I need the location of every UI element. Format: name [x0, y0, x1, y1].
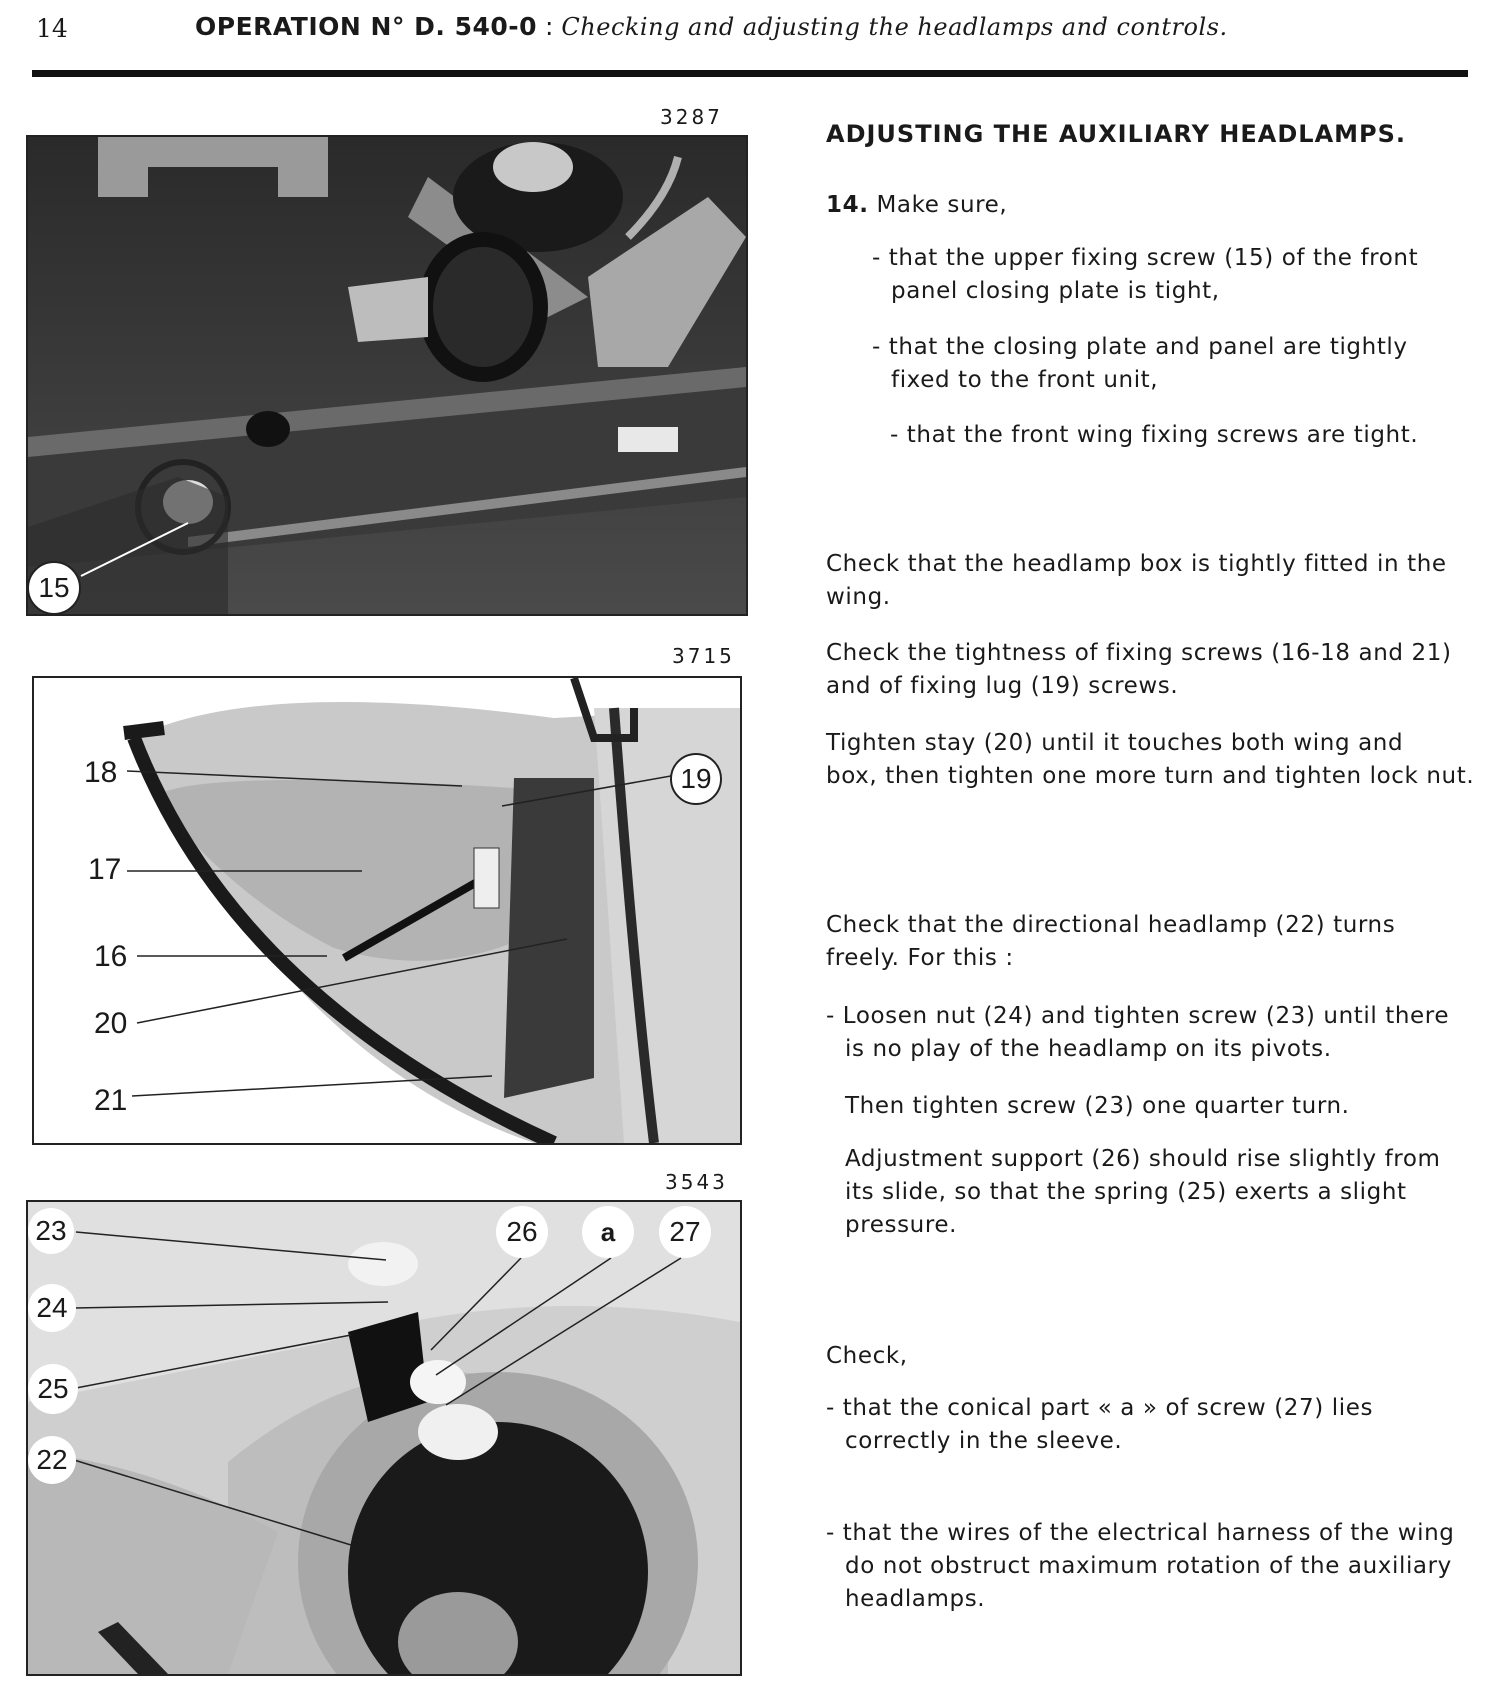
- text-line: wing.: [826, 584, 891, 610]
- text-line: - that the wires of the electrical harness of the wing: [826, 1520, 1455, 1546]
- bullet-closing-plate: [872, 331, 1408, 397]
- header-separator: :: [537, 12, 562, 41]
- text-line: do not obstruct maximum rotation of the auxiliary: [845, 1553, 1452, 1579]
- text-line: headlamps.: [845, 1586, 986, 1612]
- header-rule: [32, 70, 1468, 77]
- text-line: Adjustment support (26) should rise slightly from: [845, 1146, 1441, 1172]
- callout-16: 16: [94, 940, 128, 973]
- text-line: pressure.: [845, 1212, 958, 1238]
- text-line: Check that the headlamp box is tightly fitted in the: [826, 551, 1447, 577]
- text-line: correctly in the sleeve.: [845, 1428, 1123, 1454]
- text-line: Check that the directional headlamp (22) turns: [826, 912, 1396, 938]
- text-line: and of fixing lug (19) screws.: [826, 673, 1179, 699]
- figure-3-leaders: [26, 1200, 738, 1672]
- bullet-conical-part: [826, 1392, 1373, 1458]
- section-title: ADJUSTING THE AUXILIARY HEADLAMPS.: [826, 120, 1407, 148]
- callout-21: 21: [94, 1084, 128, 1117]
- text-line: is no play of the headlamp on its pivots.: [845, 1036, 1332, 1062]
- text-line: - that the front wing fixing screws are tight.: [890, 422, 1419, 448]
- callout-25: 25: [28, 1364, 78, 1414]
- text-line: - that the upper fixing screw (15) of the front: [872, 245, 1419, 271]
- text-line: - Loosen nut (24) and tighten screw (23) until there: [826, 1003, 1450, 1029]
- figure-2-leaders: [32, 676, 738, 1141]
- step-number: 14.: [826, 192, 869, 218]
- text-line: freely. For this :: [826, 945, 1014, 971]
- bullet-upper-screw: [872, 242, 1418, 308]
- bullet-wires: [826, 1517, 1455, 1616]
- text-line: - that the closing plate and panel are tightly: [872, 334, 1408, 360]
- para-then-tighten: Then tighten screw (23) one quarter turn.: [845, 1093, 1350, 1119]
- text-line: - that the conical part « a » of screw (27) lies: [826, 1395, 1374, 1421]
- para-check-directional: [826, 909, 1395, 975]
- figure-1-leaders: [26, 135, 744, 612]
- callout-15: 15: [27, 561, 81, 615]
- bullet-wing-screws: [890, 419, 1418, 452]
- text-line: panel closing plate is tight,: [891, 278, 1220, 304]
- para-check-label: Check,: [826, 1343, 908, 1369]
- text-line: Tighten stay (20) until it touches both wing and: [826, 730, 1404, 756]
- callout-24: 24: [28, 1284, 76, 1332]
- page-number: 14: [36, 14, 68, 43]
- page-header: [195, 12, 1228, 41]
- para-check-box: [826, 548, 1447, 614]
- callout-23: 23: [28, 1208, 74, 1254]
- figure-number: 3543: [665, 1170, 728, 1194]
- text-line: fixed to the front unit,: [891, 367, 1159, 393]
- callout-27: 27: [659, 1206, 711, 1258]
- para-check-screws: [826, 637, 1452, 703]
- step-intro-text: Make sure,: [876, 192, 1008, 218]
- figure-number: 3287: [660, 105, 723, 129]
- callout-a: a: [582, 1206, 634, 1258]
- text-line: Check the tightness of fixing screws (16-18 and 21): [826, 640, 1452, 666]
- para-tighten-stay: [826, 727, 1474, 793]
- para-adjustment: [845, 1143, 1441, 1242]
- callout-20: 20: [94, 1007, 128, 1040]
- text-line: its slide, so that the spring (25) exerts a slight: [845, 1179, 1407, 1205]
- text-line: box, then tighten one more turn and tighten lock nut.: [826, 763, 1475, 789]
- callout-19: 19: [670, 753, 722, 805]
- callout-18: 18: [84, 756, 118, 789]
- figure-number: 3715: [672, 644, 735, 668]
- callout-17: 17: [88, 853, 122, 886]
- callout-22: 22: [28, 1436, 76, 1484]
- bullet-loosen-nut: [826, 1000, 1449, 1066]
- header-subtitle: Checking and adjusting the headlamps and controls.: [561, 13, 1228, 41]
- operation-number: OPERATION N° D. 540-0: [195, 12, 538, 41]
- step-intro: [826, 189, 1007, 222]
- callout-26: 26: [496, 1206, 548, 1258]
